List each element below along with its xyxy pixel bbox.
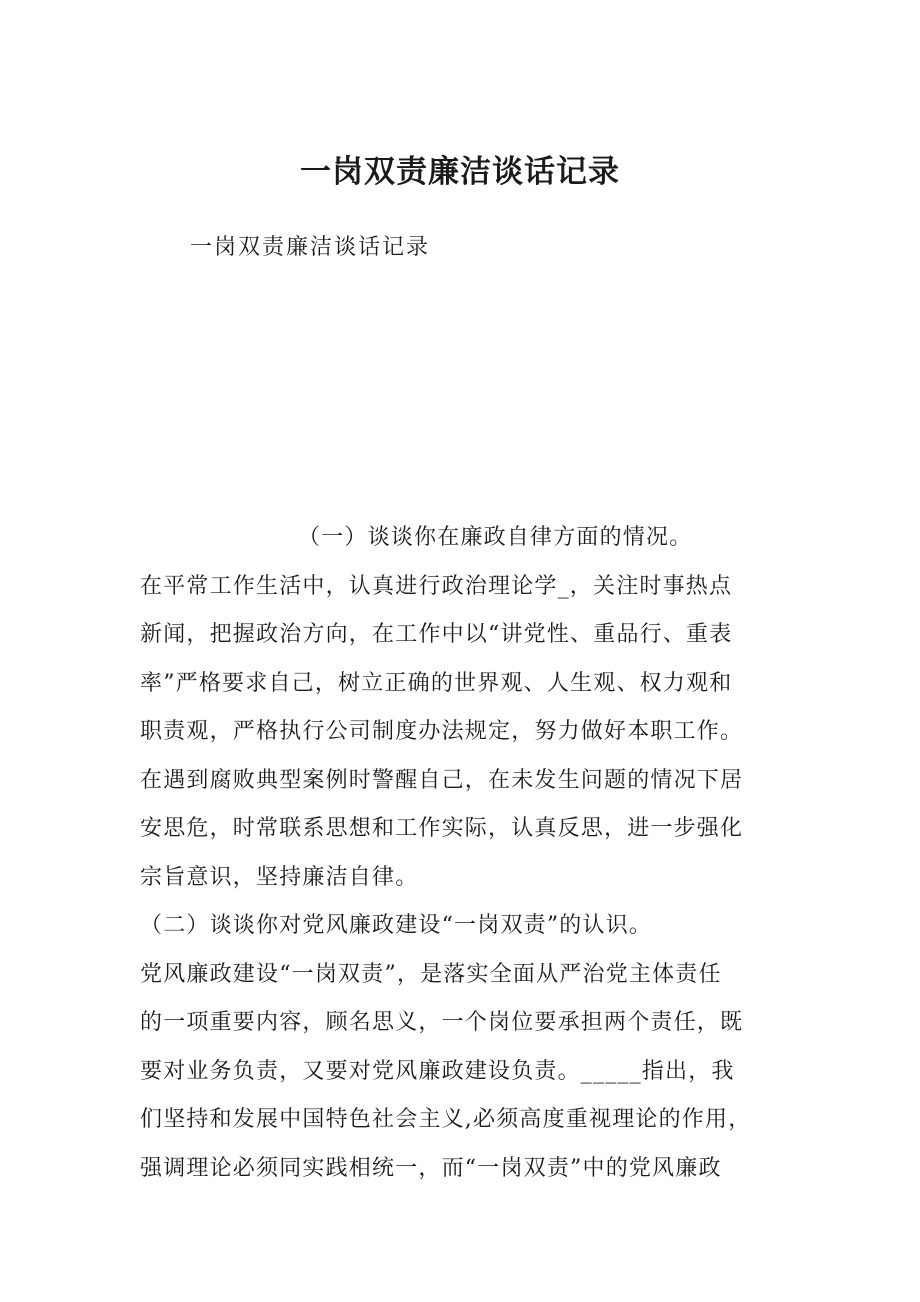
paragraph-line: 党风廉政建设“一岗双责”，是落实全面从严治党主体责任 bbox=[140, 961, 722, 987]
paragraph-line: 们坚持和发展中国特色社会主义,必须高度重视理论的作用， bbox=[140, 1107, 752, 1132]
paragraph-line: 要对业务负责，又要对党风廉政建设负责。_____指出，我 bbox=[140, 1058, 735, 1084]
paragraph-line: 宗旨意识，坚持廉洁自律。 bbox=[140, 864, 419, 890]
paragraph-line: 新闻，把握政治方向，在工作中以“讲党性、重品行、重表 bbox=[140, 622, 733, 647]
document-subtitle: 一岗双责廉洁谈话记录 bbox=[190, 235, 431, 260]
document-body bbox=[140, 514, 785, 1193]
section-heading-1: （一）谈谈你在廉政自律方面的情况。 bbox=[298, 525, 693, 550]
paragraph-line: 职责观，严格执行公司制度办法规定，努力做好本职工作。 bbox=[140, 719, 744, 744]
paragraph-line: 在遇到腐败典型案例时警醒自己，在未发生问题的情况下居 bbox=[140, 767, 744, 793]
paragraph-line: 强调理论必须同实践相统一，而“一岗双责”中的党风廉政 bbox=[140, 1155, 722, 1181]
paragraph-line: 安思危，时常联系思想和工作实际，认真反思，进一步强化 bbox=[140, 816, 744, 841]
paragraph-line: 的一项重要内容，顾名思义，一个岗位要承担两个责任，既 bbox=[140, 1010, 744, 1035]
paragraph-line: 率”严格要求自己，树立正确的世界观、人生观、权力观和 bbox=[140, 670, 733, 696]
document-title: 一岗双责廉洁谈话记录 bbox=[300, 154, 620, 190]
section-heading-2: （二）谈谈你对党风廉政建设“一岗双责”的认识。 bbox=[140, 913, 653, 938]
paragraph-line: 在平常工作生活中，认真进行政治理论学_，关注时事热点 bbox=[140, 573, 733, 599]
